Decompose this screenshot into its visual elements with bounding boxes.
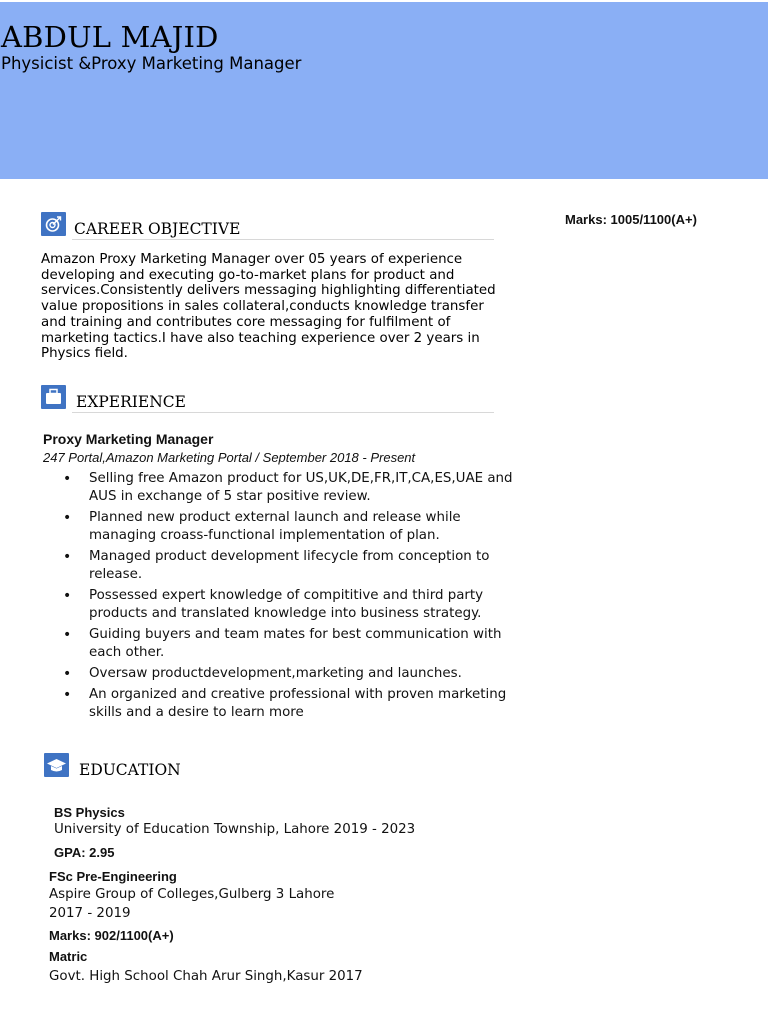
career-objective-title: CAREER OBJECTIVE [74, 220, 241, 238]
list-item: • Guiding buyers and team mates for best communication with each other. [63, 626, 513, 662]
list-item: • Planned new product external launch and release while managing croass-functional implementation of plan. [63, 509, 513, 545]
education-title: EDUCATION [79, 761, 181, 779]
career-divider [72, 239, 494, 240]
header-banner [0, 2, 768, 179]
experience-title: EXPERIENCE [76, 393, 186, 411]
side-marks: Marks: 1005/1100(A+) [565, 212, 697, 227]
experience-divider [72, 412, 494, 413]
graduation-cap-icon [44, 753, 69, 777]
matric-degree: Matric [49, 949, 88, 964]
fsc-degree: FSc Pre-Engineering [49, 869, 177, 884]
fsc-school: Aspire Group of Colleges,Gulberg 3 Lahore [49, 887, 335, 902]
list-item: • An organized and creative professional with proven marketing skills and a desire to learn more [63, 686, 513, 722]
fsc-marks: Marks: 902/1100(A+) [49, 928, 174, 943]
bs-school: University of Education Township, Lahore 2019 - 2023 [54, 822, 416, 837]
bs-degree: BS Physics [54, 805, 125, 820]
career-objective-text: Amazon Proxy Marketing Manager over 05 years of experience developing and executing go-to-market plans for product and services.Consistently delivers messaging highlighting differentiated value propositions in sales collateral,conducts knowledge transfer and training and contributes core messaging for fulfilment of marketing tactics.I have also teaching experience over 2 years in Physics field. [41, 252, 496, 362]
experience-bullets [63, 470, 513, 725]
person-subtitle: Physicist &Proxy Marketing Manager [1, 54, 302, 73]
job-title: Proxy Marketing Manager [43, 431, 214, 447]
list-item: • Managed product development lifecycle from conception to release. [63, 548, 513, 584]
target-icon [41, 212, 66, 236]
job-meta: 247 Portal,Amazon Marketing Portal / September 2018 - Present [43, 450, 416, 465]
bs-gpa: GPA: 2.95 [54, 845, 115, 860]
list-item: • Oversaw productdevelopment,marketing and launches. [63, 665, 513, 683]
matric-school: Govt. High School Chah Arur Singh,Kasur 2017 [49, 969, 363, 984]
list-item: • Selling free Amazon product for US,UK,DE,FR,IT,CA,ES,UAE and AUS in exchange of 5 star positive review. [63, 470, 513, 506]
fsc-years: 2017 - 2019 [49, 906, 131, 921]
list-item: • Possessed expert knowledge of compititive and third party products and translated knowledge into business strategy. [63, 587, 513, 623]
person-name: ABDUL MAJID [1, 20, 219, 54]
briefcase-icon [41, 385, 66, 409]
